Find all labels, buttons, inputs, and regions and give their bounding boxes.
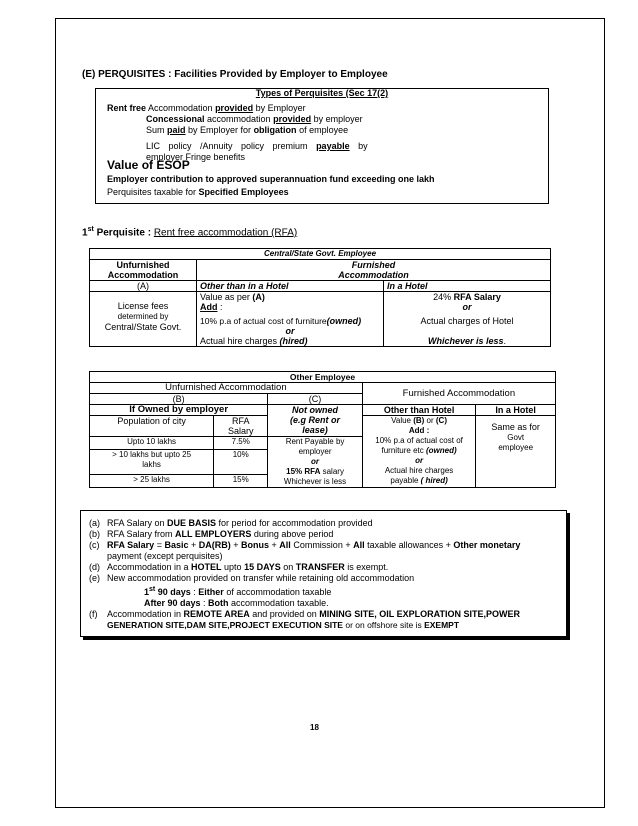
other-employee-table xyxy=(89,371,556,488)
note-e-first-90: 1st 90 days : Either of accommodation taxable xyxy=(144,586,332,597)
section-e-heading: (E) PERQUISITES : Facilities Provided by Employer to Employee xyxy=(82,69,388,80)
govt-employee-table xyxy=(89,248,551,347)
furnished-acc-header: Furnished Accommodation xyxy=(362,383,555,405)
unfurnished-header: Unfurnished Accommodation xyxy=(90,260,197,281)
fringe-line: employer Fringe benefits xyxy=(146,152,246,162)
rfa-row-3: 15% xyxy=(214,474,268,487)
govt-table-title: Central/State Govt. Employee xyxy=(90,249,551,260)
col-a-header: (A) xyxy=(90,281,197,292)
rfa-row-1: 7.5% xyxy=(214,437,268,450)
note-c: (c) RFA Salary = Basic + DA(RB) + Bonus + All Commission + All taxable allowances + Other monetary xyxy=(89,540,521,550)
other-than-hotel-header-2: Other than Hotel xyxy=(362,405,476,416)
hotel-value-cell: 24% RFA Salary or Actual charges of Hotel Whichever is less. xyxy=(384,292,551,347)
rfa-salary-header: RFA Salary xyxy=(214,416,268,437)
other-than-hotel-header: Other than in a Hotel xyxy=(197,281,384,292)
note-a: (a) RFA Salary on DUE BASIS for period for accommodation provided xyxy=(89,518,373,528)
furnished-header: Furnished Accommodation xyxy=(197,260,551,281)
col-b-header: (B) xyxy=(90,394,268,405)
furnished-hotel-value-cell: Same as for Govt employee xyxy=(476,416,556,488)
specified-line: Perquisites taxable for Specified Employees xyxy=(107,187,289,197)
lic-line: LIC policy /Annuity policy premium payable by xyxy=(146,141,368,151)
esop-line: Value of ESOP xyxy=(107,158,190,172)
col-c-header: (C) xyxy=(268,394,362,405)
other-table-title: Other Employee xyxy=(90,372,556,383)
page-number: 18 xyxy=(310,723,319,732)
note-d: (d) Accommodation in a HOTEL upto 15 DAYS on TRANSFER is exempt. xyxy=(89,562,389,572)
superannuation-line: Employer contribution to approved superannuation fund exceeding one lakh xyxy=(107,174,435,184)
unfurnished-acc-header: Unfurnished Accommodation xyxy=(90,383,363,394)
not-owned-header: Not owned (e.g Rent or lease) xyxy=(268,405,362,437)
population-row-2: > 10 lakhs but upto 25 lakhs xyxy=(90,450,214,475)
not-owned-value-cell: Rent Payable by employer or 15% RFA salary Whichever is less xyxy=(268,437,362,488)
furnished-value-cell: Value as per (A) Add : 10% p.a of actual cost of furniture(owned) or Actual hire charges (hired) xyxy=(197,292,384,347)
population-row-3: > 25 lakhs xyxy=(90,474,214,487)
types-title: Types of Perquisites (Sec 17(2) xyxy=(255,88,389,98)
note-e-after-90: After 90 days : Both accommodation taxable. xyxy=(144,598,329,608)
in-hotel-header-2: In a Hotel xyxy=(476,405,556,416)
note-b: (b) RFA Salary from ALL EMPLOYERS during above period xyxy=(89,529,334,539)
if-owned-header: If Owned by employer xyxy=(90,405,268,416)
notes-list xyxy=(89,518,561,631)
rent-free-line: Rent free Accommodation provided by Employer xyxy=(107,103,306,113)
population-header: Population of city xyxy=(90,416,214,437)
population-row-1: Upto 10 lakhs xyxy=(90,437,214,450)
concessional-line: Concessional accommodation provided by employer xyxy=(146,114,363,124)
note-e: (e) New accommodation provided on transfer while retaining old accommodation xyxy=(89,573,415,583)
note-f: (f) Accommodation in REMOTE AREA and provided on MINING SITE, OIL EXPLORATION SITE,POWER xyxy=(89,609,520,619)
furnished-other-value-cell: Value (B) or (C) Add : 10% p.a of actual cost of furniture etc (owned) or Actual hire charges payable ( hired) xyxy=(362,416,476,488)
note-c-continued: payment (except perquisites) xyxy=(107,551,223,561)
in-hotel-header: In a Hotel xyxy=(384,281,551,292)
license-fees-cell: License fees determined by Central/State Govt. xyxy=(90,292,197,347)
first-perquisite-heading: 1st Perquisite : Rent free accommodation (RFA) xyxy=(82,226,298,239)
note-f-continued: GENERATION SITE,DAM SITE,PROJECT EXECUTION SITE or on offshore site is EXEMPT xyxy=(107,620,460,630)
rfa-row-2: 10% xyxy=(214,450,268,475)
sum-paid-line: Sum paid by Employer for obligation of employee xyxy=(146,125,349,135)
